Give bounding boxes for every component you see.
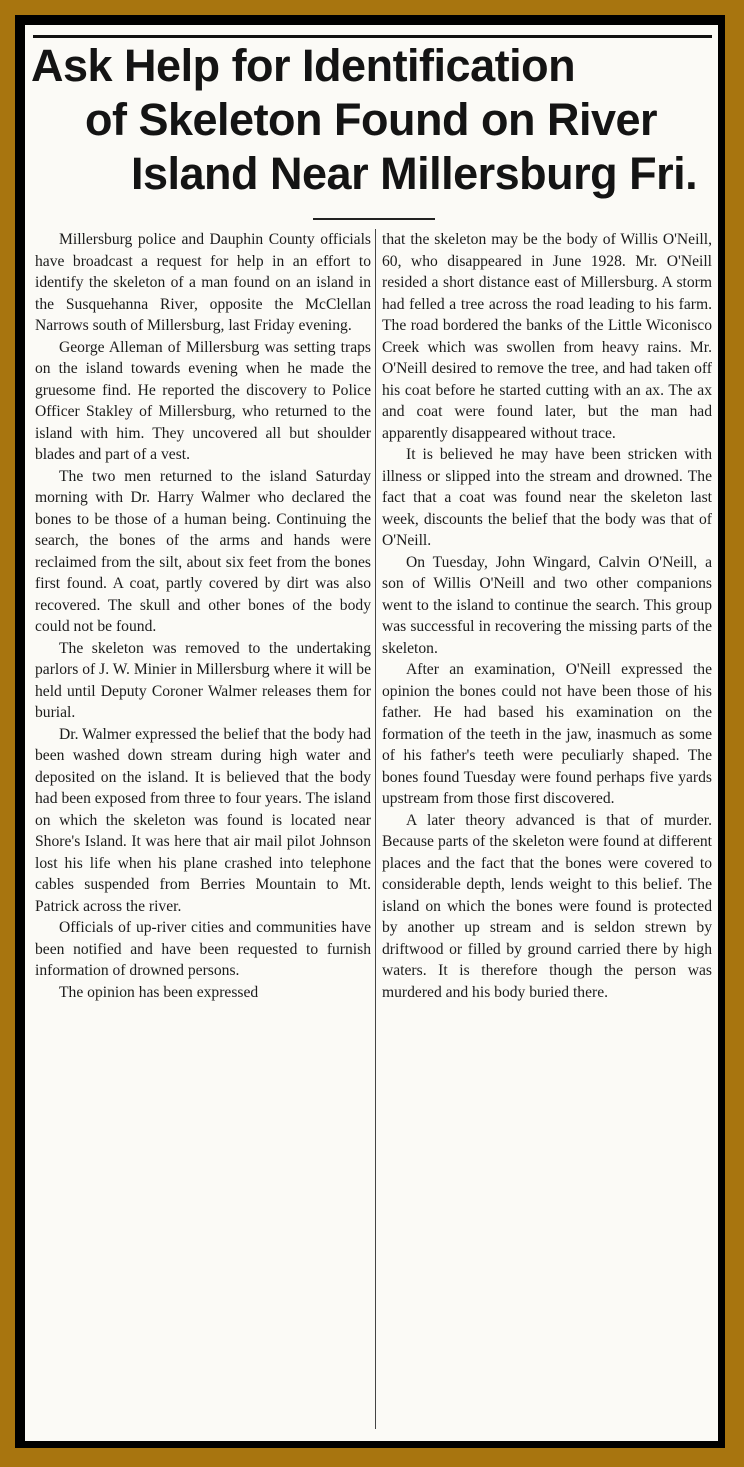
- headline-line-2: of Skeleton Found on River: [85, 94, 658, 145]
- headline: [31, 39, 711, 201]
- paragraph: The opinion has been expressed: [59, 983, 259, 1001]
- paragraph: Millersburg police and Dauphin County officials have broadcast a request for help in an effort to identify the skeleton of a man found on an island in the Susquehanna River, opposite the McClellan Narrows south of Millersburg, last Friday evening.: [35, 231, 371, 334]
- paragraph: It is believed he may have been stricken with illness or slipped into the stream and drowned. The fact that a coat was found near the skeleton last week, discounts the belief that the body was that of O'Neill.: [382, 446, 712, 549]
- paragraph: After an examination, O'Neill expressed the opinion the bones could not have been those of his father. He had based his examination on the formation of the teeth in the jaw, inasmuch as some of his father's teeth were peculiarly shaped. The bones found Tuesday were found perhaps five yards upstream from those first discovered.: [382, 661, 712, 807]
- top-rule: [33, 35, 712, 38]
- paragraph: George Alleman of Millersburg was setting traps on the island towards evening when he made the gruesome find. He reported the discovery to Police Officer Stakley of Millersburg, who returned to the island with him. They uncovered all but shoulder blades and part of a vest.: [35, 338, 371, 463]
- headline-rule: [313, 218, 435, 220]
- paragraph: The skeleton was removed to the undertaking parlors of J. W. Minier in Millersburg where it will be held until Deputy Coroner Walmer releases them for burial.: [35, 639, 371, 721]
- article-right-column: [382, 229, 712, 1003]
- article-left-column: [35, 229, 371, 1003]
- headline-line-3: Island Near Millersburg Fri.: [131, 148, 698, 199]
- column-divider: [375, 229, 376, 1429]
- newspaper-clipping: [25, 25, 718, 1441]
- paragraph: Dr. Walmer expressed the belief that the body had been washed down stream during high water and deposited on the island. It is believed that the body had been exposed from three to four years. The island on which the skeleton was found is located near Shore's Island. It was here that air mail pilot Johnson lost his life when his plane crashed into telephone cables suspended from Berries Mountain to Mt. Patrick across the river.: [35, 725, 371, 915]
- paragraph: The two men returned to the island Saturday morning with Dr. Harry Walmer who declared the bones to be those of a human being. Continuing the search, the bones of the arms and hands were reclaimed from the silt, about six feet from the bones first found. A coat, partly covered by dirt was also recovered. The skull and other bones of the body could not be found.: [35, 467, 371, 635]
- paragraph: On Tuesday, John Wingard, Calvin O'Neill, a son of Willis O'Neill and two other companions went to the island to continue the search. This group was successful in recovering the missing parts of the skeleton.: [382, 553, 712, 657]
- paragraph: Officials of up-river cities and communities have been notified and have been requested to furnish information of drowned persons.: [35, 919, 371, 979]
- paragraph: A later theory advanced is that of murder. Because parts of the skeleton were found at different places and the fact that the bones were covered to considerable depth, lends weight to this belief. The island on which the bones were found is protected by another up stream and is seldon strewn by driftwood or filled by ground carried there by high waters. It is therefore though the person was murdered and his body buried there.: [382, 811, 712, 1001]
- paragraph-continued: that the skeleton may be the body of Willis O'Neill, 60, who disappeared in June 1928. Mr. O'Neill resided a short distance east of Millersburg. A storm had felled a tree across the road leading to his farm. The road bordered the banks of the Little Wiconisco Creek which was swollen from heavy rains. Mr. O'Neill desired to remove the tree, and had taken off his coat before he started cutting with an ax. The ax and coat were found later, but the man had apparently disappeared without trace.: [382, 231, 712, 442]
- headline-line-1: Ask Help for Identification: [31, 40, 576, 91]
